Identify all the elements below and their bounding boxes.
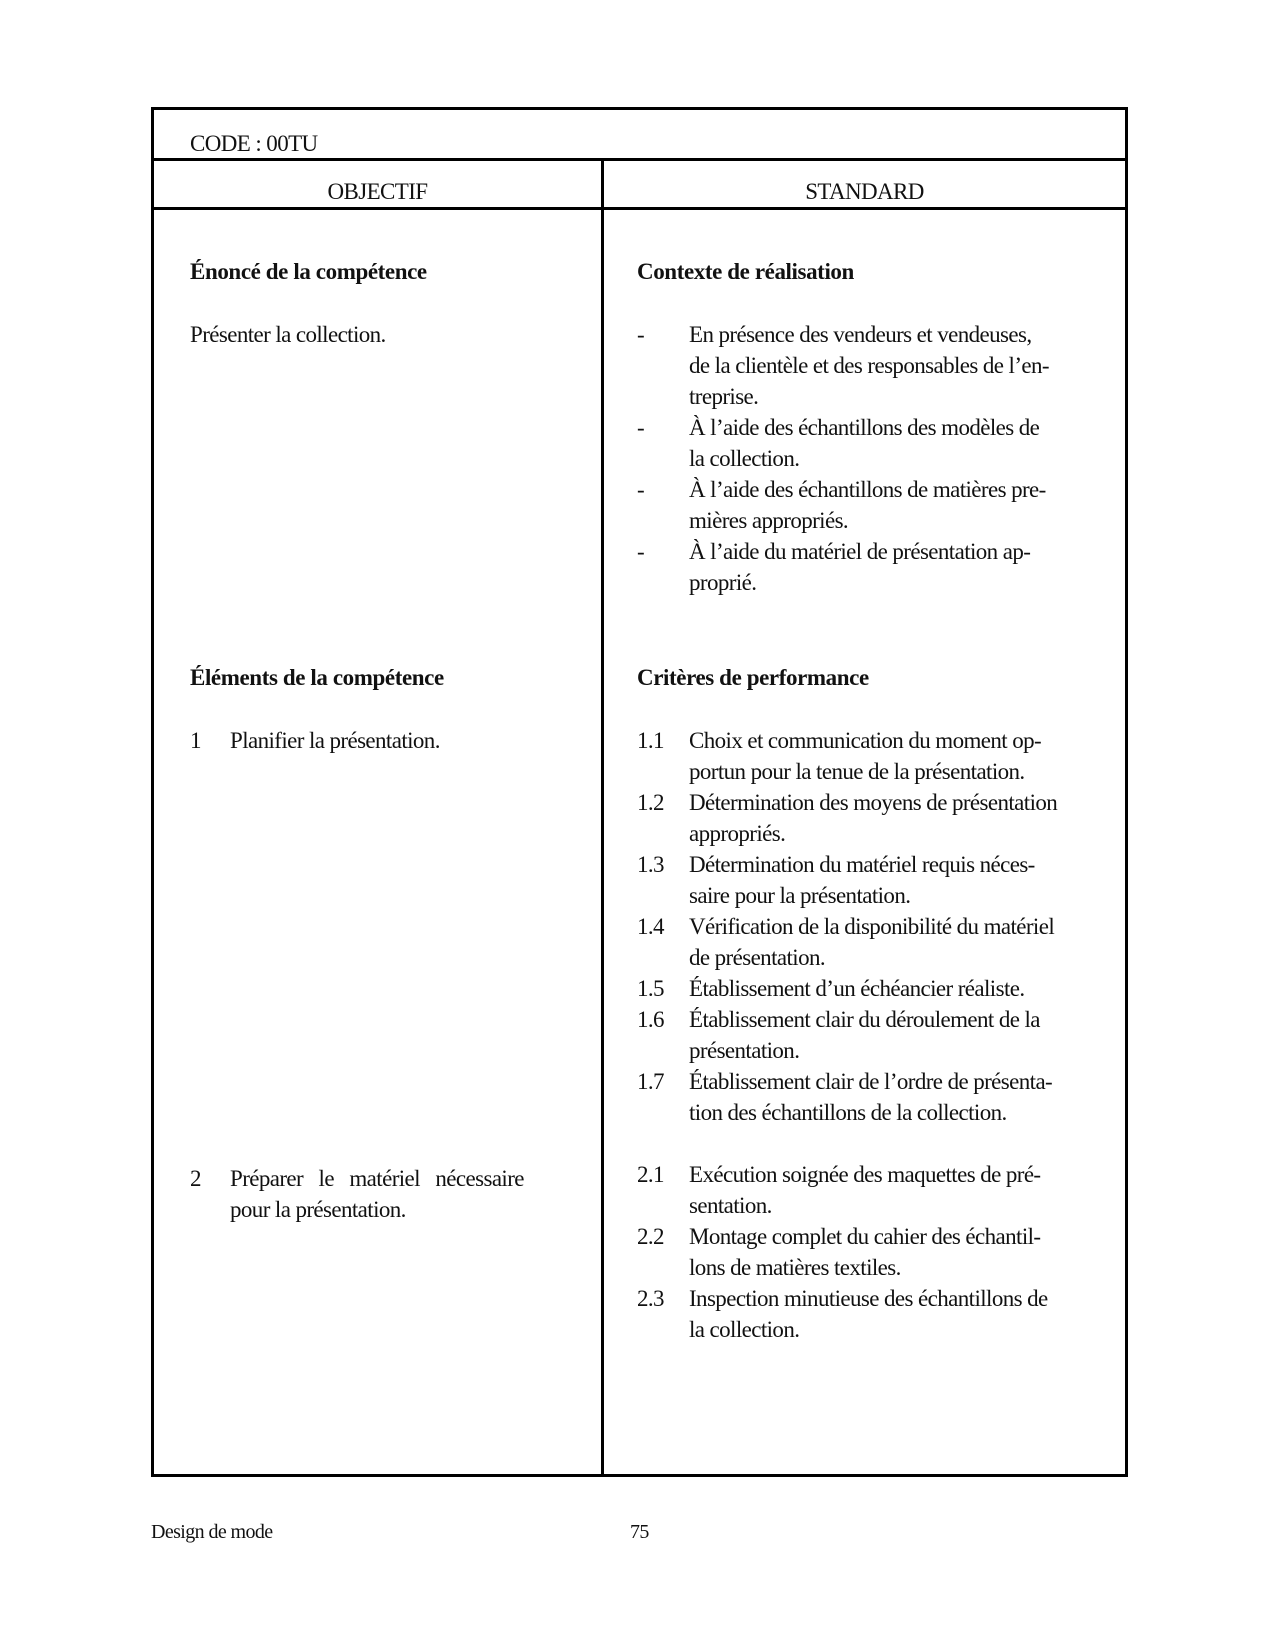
contexte-item-text: proprié.	[689, 570, 757, 595]
contexte-item-text: À l’aide du matériel de présentation ap-	[689, 539, 1031, 564]
critere-item-label: 1.7	[637, 1069, 664, 1094]
critere-item	[637, 911, 1087, 973]
critere-item	[637, 849, 1087, 911]
contexte-item-label: -	[637, 477, 645, 502]
criteres-heading: Critères de performance	[637, 665, 869, 690]
contexte-item-text: la collection.	[689, 446, 800, 471]
contexte-item-text: À l’aide des échantillons de matières pre-	[689, 477, 1046, 502]
standard-header: STANDARD	[805, 179, 924, 204]
footer-page-number: 75	[630, 1521, 649, 1543]
contexte-item-text: de la clientèle et des responsables de l’en-	[689, 353, 1049, 378]
critere-item-label: 1.5	[637, 976, 664, 1001]
critere-item	[637, 973, 1087, 1004]
contexte-item-text: À l’aide des échantillons des modèles de	[689, 415, 1040, 440]
critere-item-text: Exécution soignée des maquettes de pré-	[689, 1162, 1041, 1187]
critere-item-text: Établissement clair du déroulement de la	[689, 1007, 1040, 1032]
critere-item-label: 1.6	[637, 1007, 664, 1032]
elements-heading: Éléments de la compétence	[190, 665, 444, 690]
critere-item-text: Établissement clair de l’ordre de présenta-	[689, 1069, 1053, 1094]
contexte-item	[637, 474, 1087, 536]
contexte-item-text: treprise.	[689, 384, 759, 409]
element-number: 1	[190, 728, 201, 753]
critere-item-label: 2.1	[637, 1162, 664, 1187]
contexte-item	[637, 319, 1087, 412]
critere-item-text: appropriés.	[689, 821, 786, 846]
critere-item-text: Choix et communication du moment op-	[689, 728, 1042, 753]
critere-item-label: 2.3	[637, 1286, 664, 1311]
critere-item	[637, 1004, 1087, 1066]
critere-item-text: la collection.	[689, 1317, 800, 1342]
element-item	[190, 1163, 560, 1225]
contexte-item	[637, 536, 1087, 598]
element-text: pour la présentation.	[230, 1197, 406, 1222]
critere-item-text: portun pour la tenue de la présentation.	[689, 759, 1025, 784]
contexte-item-label: -	[637, 415, 645, 440]
enonce-text: Présenter la collection.	[190, 322, 386, 347]
critere-item	[637, 1221, 1087, 1283]
code-row-divider	[154, 158, 1125, 161]
critere-item	[637, 1159, 1087, 1221]
competency-table	[151, 107, 1128, 1477]
objectif-header: OBJECTIF	[327, 179, 428, 204]
critere-item-text: Vérification de la disponibilité du matériel	[689, 914, 1055, 939]
critere-item-text: de présentation.	[689, 945, 826, 970]
contexte-item-label: -	[637, 322, 645, 347]
contexte-item-label: -	[637, 539, 645, 564]
critere-item-text: Établissement d’un échéancier réaliste.	[689, 976, 1025, 1001]
critere-item-text: présentation.	[689, 1038, 800, 1063]
column-divider	[601, 158, 604, 1474]
critere-item-text: Détermination du matériel requis néces-	[689, 852, 1035, 877]
critere-item	[637, 787, 1087, 849]
critere-item	[637, 1283, 1087, 1345]
critere-item-text: Montage complet du cahier des échantil-	[689, 1224, 1041, 1249]
critere-item-text: sentation.	[689, 1193, 772, 1218]
contexte-heading: Contexte de réalisation	[637, 259, 854, 284]
critere-item-label: 1.3	[637, 852, 664, 877]
critere-item-text: saire pour la présentation.	[689, 883, 911, 908]
element-text: Planifier la présentation.	[230, 728, 440, 753]
enonce-heading: Énoncé de la compétence	[190, 259, 427, 284]
critere-item-label: 1.2	[637, 790, 664, 815]
element-number: 2	[190, 1166, 201, 1191]
element-text: Préparer le matériel nécessaire	[230, 1166, 524, 1191]
header-row-divider	[154, 207, 1125, 210]
critere-item-text: Inspection minutieuse des échantillons de	[689, 1286, 1048, 1311]
contexte-item-text: En présence des vendeurs et vendeuses,	[689, 322, 1032, 347]
critere-item-label: 2.2	[637, 1224, 664, 1249]
critere-item-label: 1.1	[637, 728, 664, 753]
critere-item-text: tion des échantillons de la collection.	[689, 1100, 1007, 1125]
contexte-item	[637, 412, 1087, 474]
footer-program: Design de mode	[151, 1521, 273, 1543]
critere-item-label: 1.4	[637, 914, 664, 939]
code-label: CODE : 00TU	[190, 131, 318, 156]
critere-item-text: Détermination des moyens de présentation	[689, 790, 1058, 815]
critere-item	[637, 1066, 1087, 1128]
critere-item	[637, 725, 1087, 787]
contexte-item-text: mières appropriés.	[689, 508, 849, 533]
element-item	[190, 725, 560, 756]
critere-item-text: lons de matières textiles.	[689, 1255, 901, 1280]
